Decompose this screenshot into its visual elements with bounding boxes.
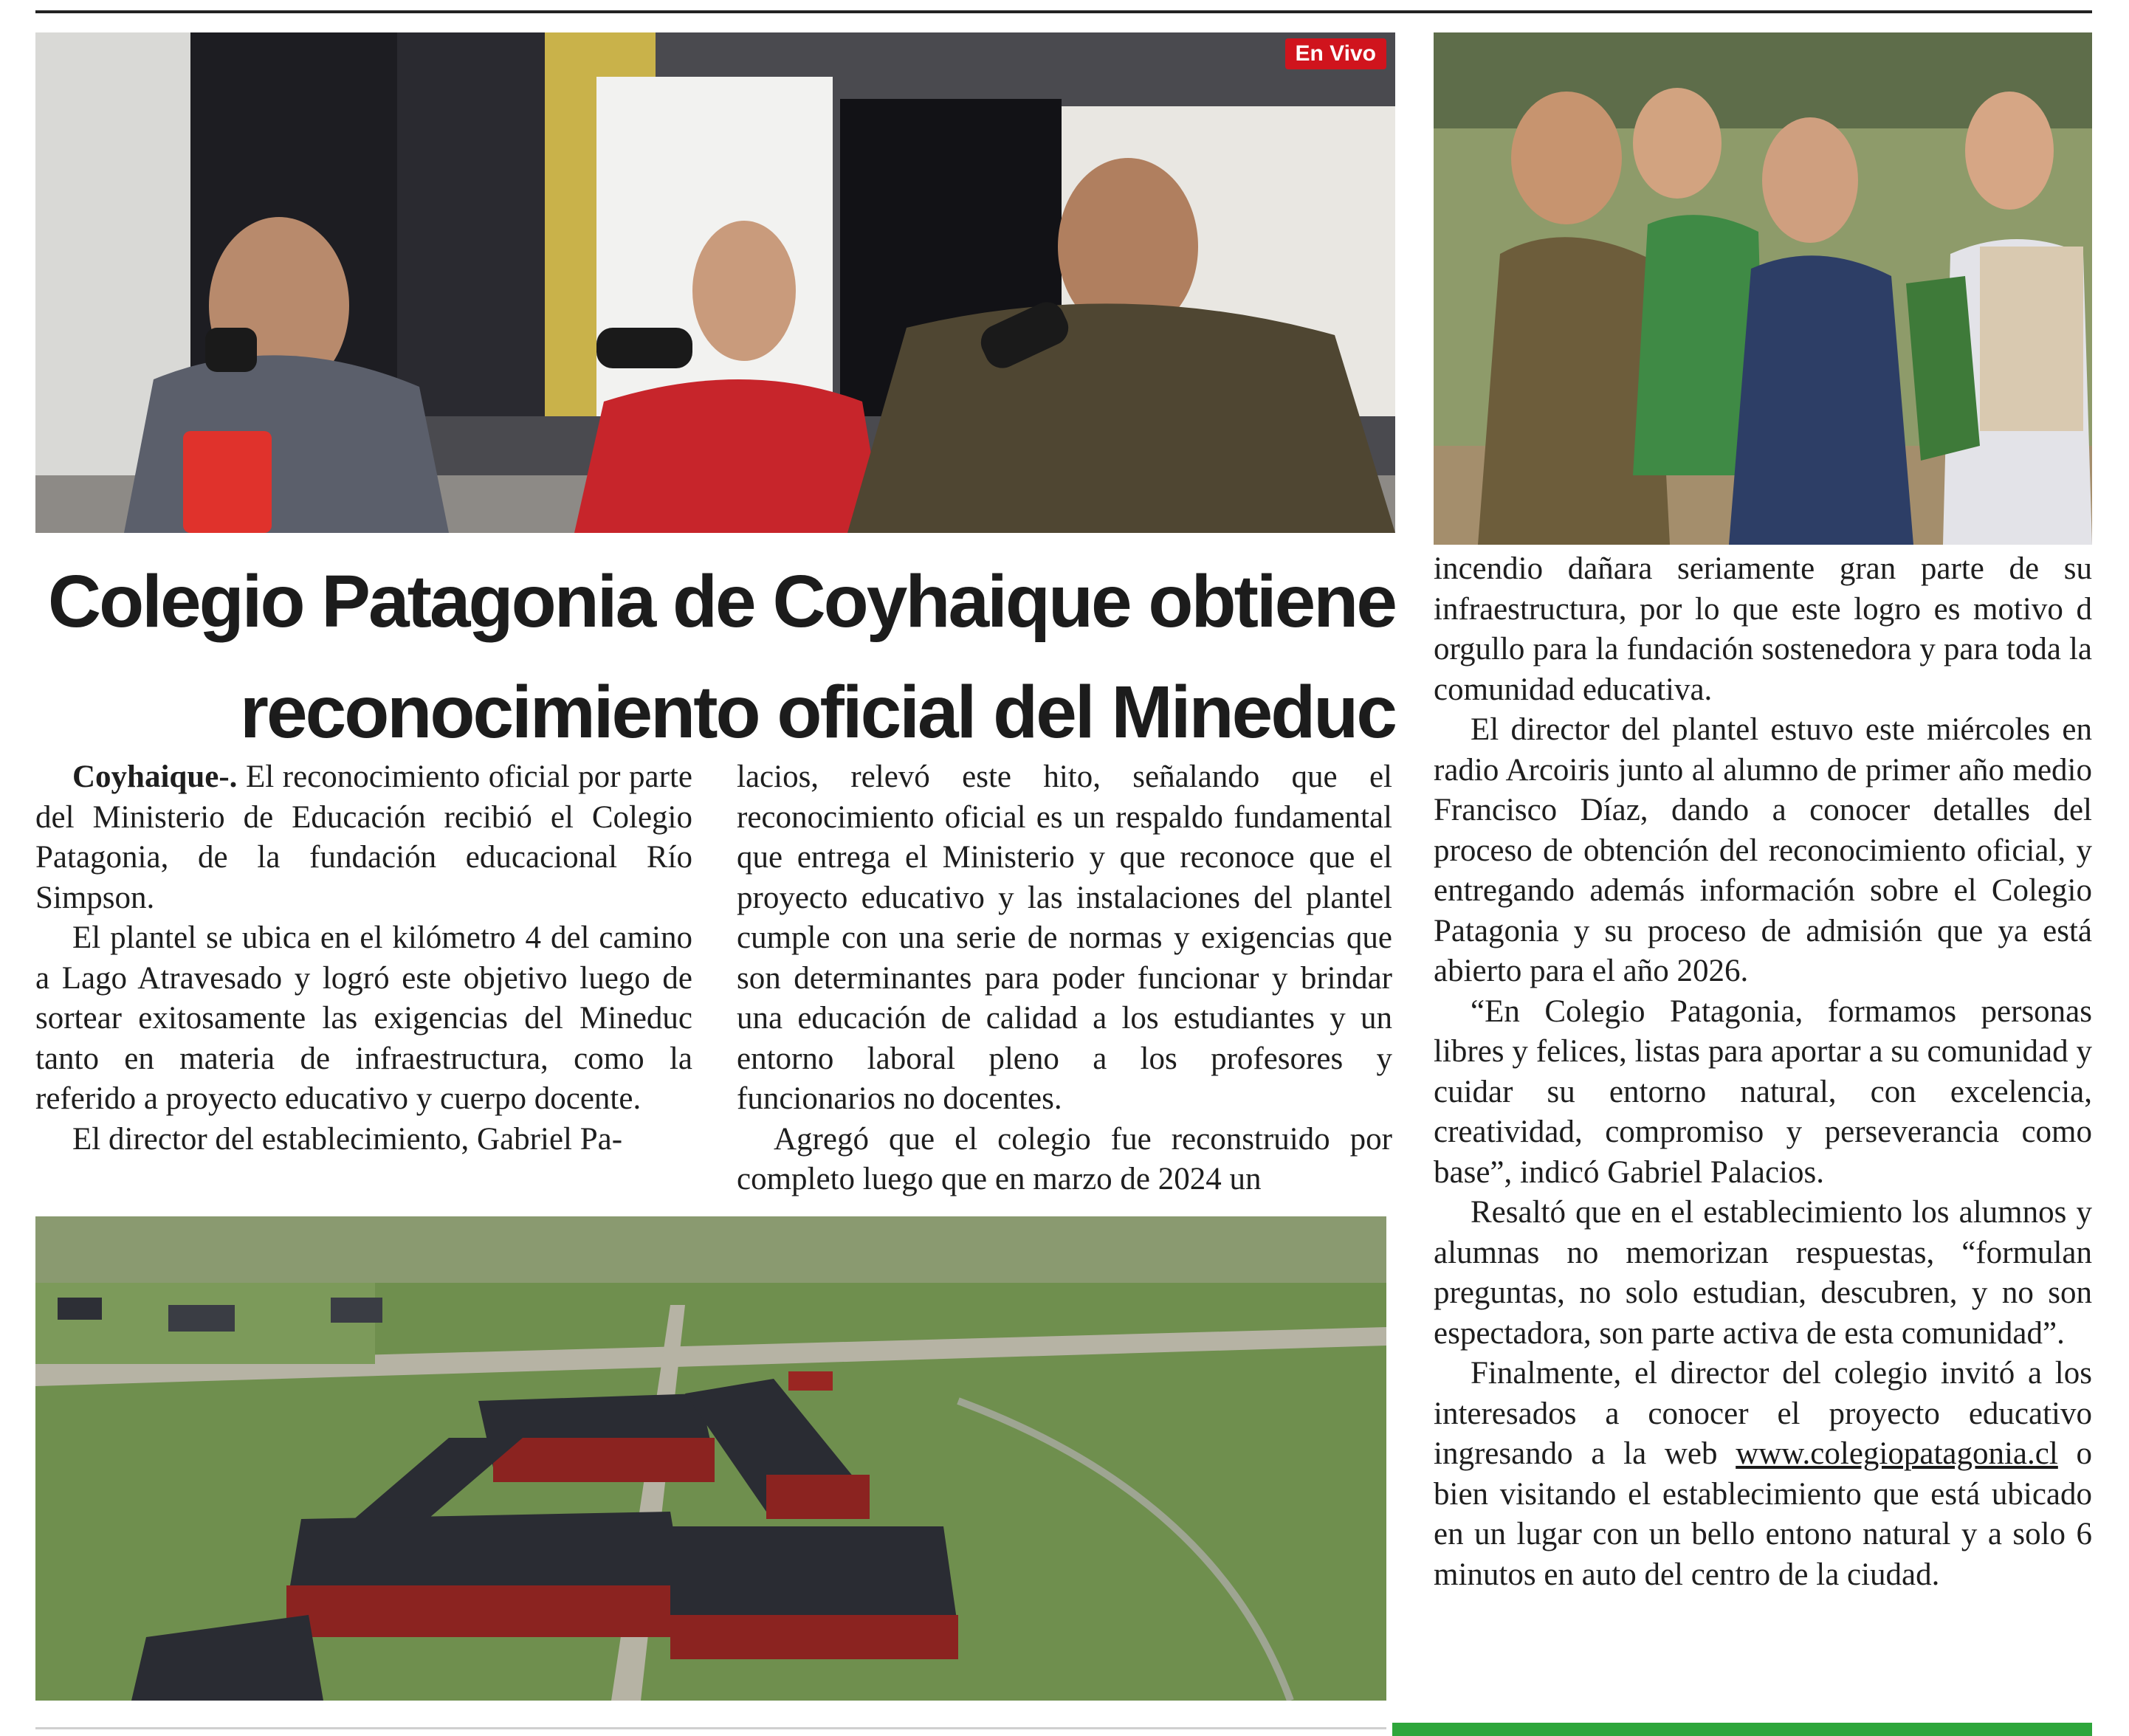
headline [35,546,1395,768]
article-column-3 [1434,549,2092,1595]
accent-bar [1392,1723,2092,1736]
radio-studio-photo [35,32,1395,533]
headline-line-2: reconocimiento oficial del Mineduc [240,671,1395,754]
article-column-2 [737,757,1392,1200]
paragraph: incendio dañara seriamente gran parte de su infraestructura, por lo que este logro es motivo d orgullo para la fundación sostenedora y para toda la comunidad educativa. [1434,551,2092,707]
article-column-1 [35,757,692,1160]
headline-line-1: Colegio Patagonia de Coyhaique obtiene [47,560,1395,643]
paragraph [1434,1354,2092,1595]
students-photo [1434,32,2092,545]
live-badge: En Vivo [1285,38,1386,69]
website-link[interactable]: www.colegiopatagonia.cl [1736,1436,2058,1471]
bottom-rule [35,1727,1386,1729]
paragraph: lacios, relevó este hito, señalando que el reconocimiento oficial es un respaldo fundamental que entrega el Ministerio y que reconoce que el proyecto educativo y las instalaciones del plantel cumple con una serie de normas y exigencias que son determinantes para poder funcionar y brindar una educación de calidad a los estudiantes y un entorno laboral pleno a los profesores y funcionarios no docentes. [737,760,1392,1116]
paragraph-text: o bien visitando el establecimiento que está ubicado en un lugar con un bello entono natural y a solo 6 minutos en auto del centro de la ciudad. [1434,1436,2092,1592]
aerial-school-photo [35,1216,1386,1701]
paragraph: El director del plantel estuvo este miércoles en radio Arcoiris junto al alumno de primer año medio Francisco Díaz, dando a conocer detalles del proceso de obtención del reconocimiento oficial, y entregando además información sobre el Colegio Patagonia y su proceso de admisión que ya está abierto para el año 2026. [1434,712,2092,988]
paragraph: El plantel se ubica en el kilómetro 4 del camino a Lago Atravesado y logró este objetivo luego de sortear exitosamente las exigencias del Mineduc tanto en materia de infraestructura, como la referido a proyecto educativo y cuerpo docente. [35,920,692,1116]
dateline: Coyhaique-. [72,760,238,794]
paragraph: “En Colegio Patagonia, formamos personas libres y felices, listas para aportar a su comunidad y cuidar su entorno natural, con excelencia, creatividad, compromiso y perseverancia como base”, indicó Gabriel Palacios. [1434,993,2092,1190]
paragraph: El director del establecimiento, Gabriel Pa- [72,1121,623,1157]
radio-studio-image [35,32,1395,533]
aerial-school-image [35,1216,1386,1701]
paragraph: Agregó que el colegio fue reconstruido por completo luego que en marzo de 2024 un [737,1121,1392,1196]
paragraph: Resaltó que en el establecimiento los alumnos y alumnas no memorizan respuestas, “formulan preguntas, no solo estudian, descubren, y no son espectadora, son parte activa de esta comunidad”. [1434,1195,2092,1351]
top-rule [35,10,2092,13]
paragraph-text: Finalmente, el director del colegio invitó a los interesados a conocer el proyecto educativo ingresando a la web [1434,1356,2092,1471]
paragraph [35,757,692,918]
students-image [1434,32,2092,545]
paragraph-text: El reconocimiento oficial por parte del Ministerio de Educación recibió el Colegio Patagonia, de la fundación educacional Río Simpson. [35,760,692,915]
